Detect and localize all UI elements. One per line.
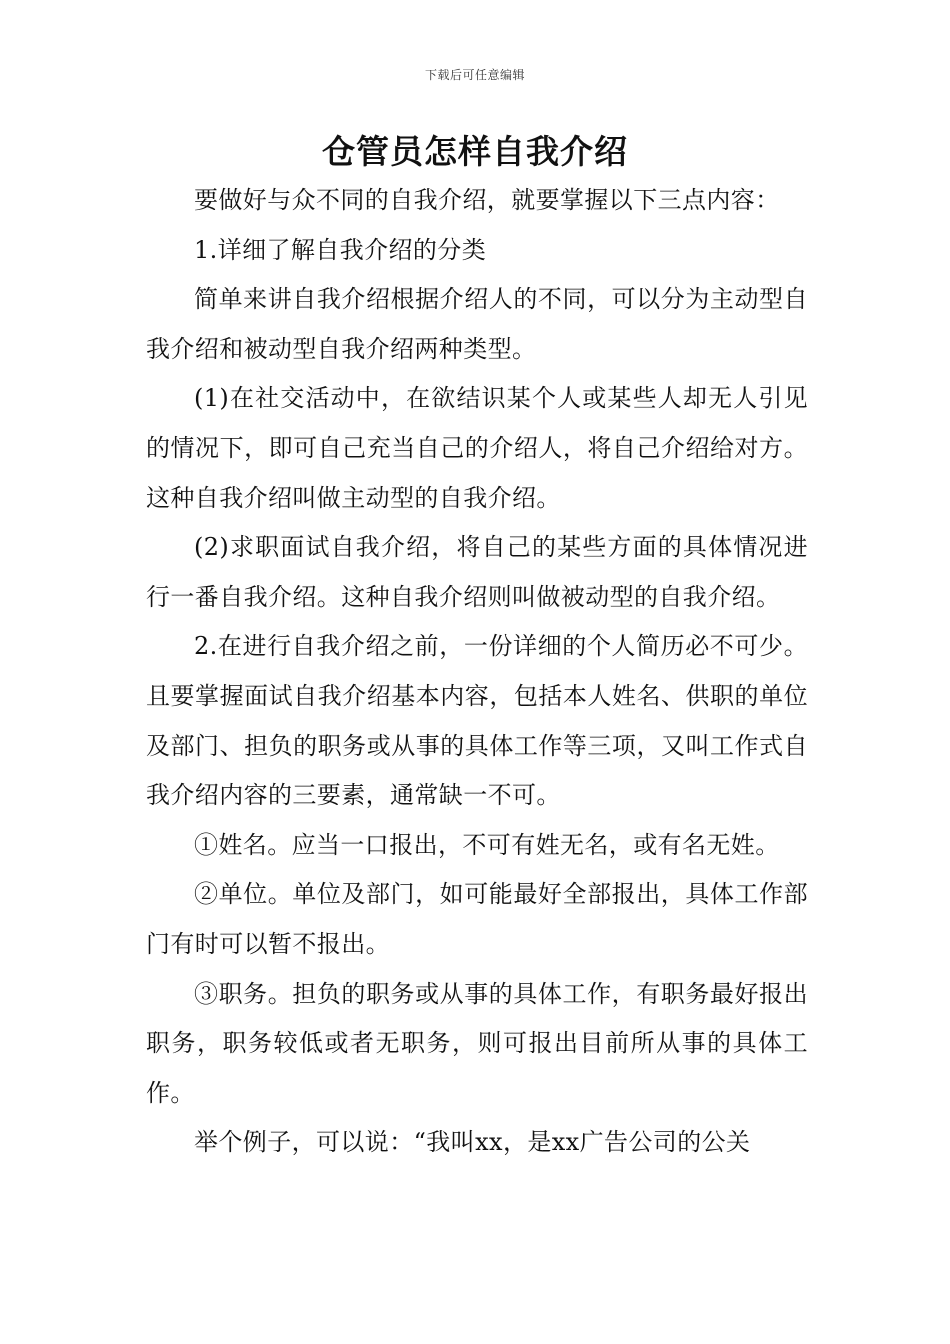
paragraph-classification: 简单来讲自我介绍根据介绍人的不同，可以分为主动型自我介绍和被动型自我介绍两种类型。	[146, 285, 808, 363]
paragraph-heading-1: 1.详细了解自我介绍的分类	[194, 235, 487, 264]
paragraph-active-type: (1)在社交活动中，在欲结识某个人或某些人却无人引见的情况下，即可自己充当自己的介绍人，将自己介绍给对方。这种自我介绍叫做主动型的自我介绍。	[146, 384, 808, 512]
document-title: 仓管员怎样自我介绍	[322, 132, 628, 171]
paragraph-name: ①姓名。应当一口报出，不可有姓无名，或有名无姓。	[194, 830, 780, 859]
page-header-watermark: 下载后可任意编辑	[424, 68, 525, 82]
paragraph-intro: 要做好与众不同的自我介绍，就要掌握以下三点内容：	[194, 186, 780, 214]
paragraph-heading-2: 2.在进行自我介绍之前，一份详细的个人简历必不可少。且要掌握面试自我介绍基本内容，包括本人姓名、供职的单位及部门、担负的职务或从事的具体工作等三项，又叫工作式自我介绍内容的三要素，通常缺一不可。	[146, 632, 808, 810]
paragraph-position: ③职务。担负的职务或从事的具体工作，有职务最好报出职务，职务较低或者无职务，则可报出目前所从事的具体工作。	[146, 979, 808, 1107]
document-body	[146, 176, 808, 1168]
paragraph-passive-type: (2)求职面试自我介绍，将自己的某些方面的具体情况进行一番自我介绍。这种自我介绍则叫做被动型的自我介绍。	[146, 533, 808, 611]
paragraph-example: 举个例子，可以说：“我叫xx，是xx广告公司的公关	[194, 1128, 751, 1157]
paragraph-unit: ②单位。单位及部门，如可能最好全部报出，具体工作部门有时可以暂不报出。	[146, 880, 808, 958]
